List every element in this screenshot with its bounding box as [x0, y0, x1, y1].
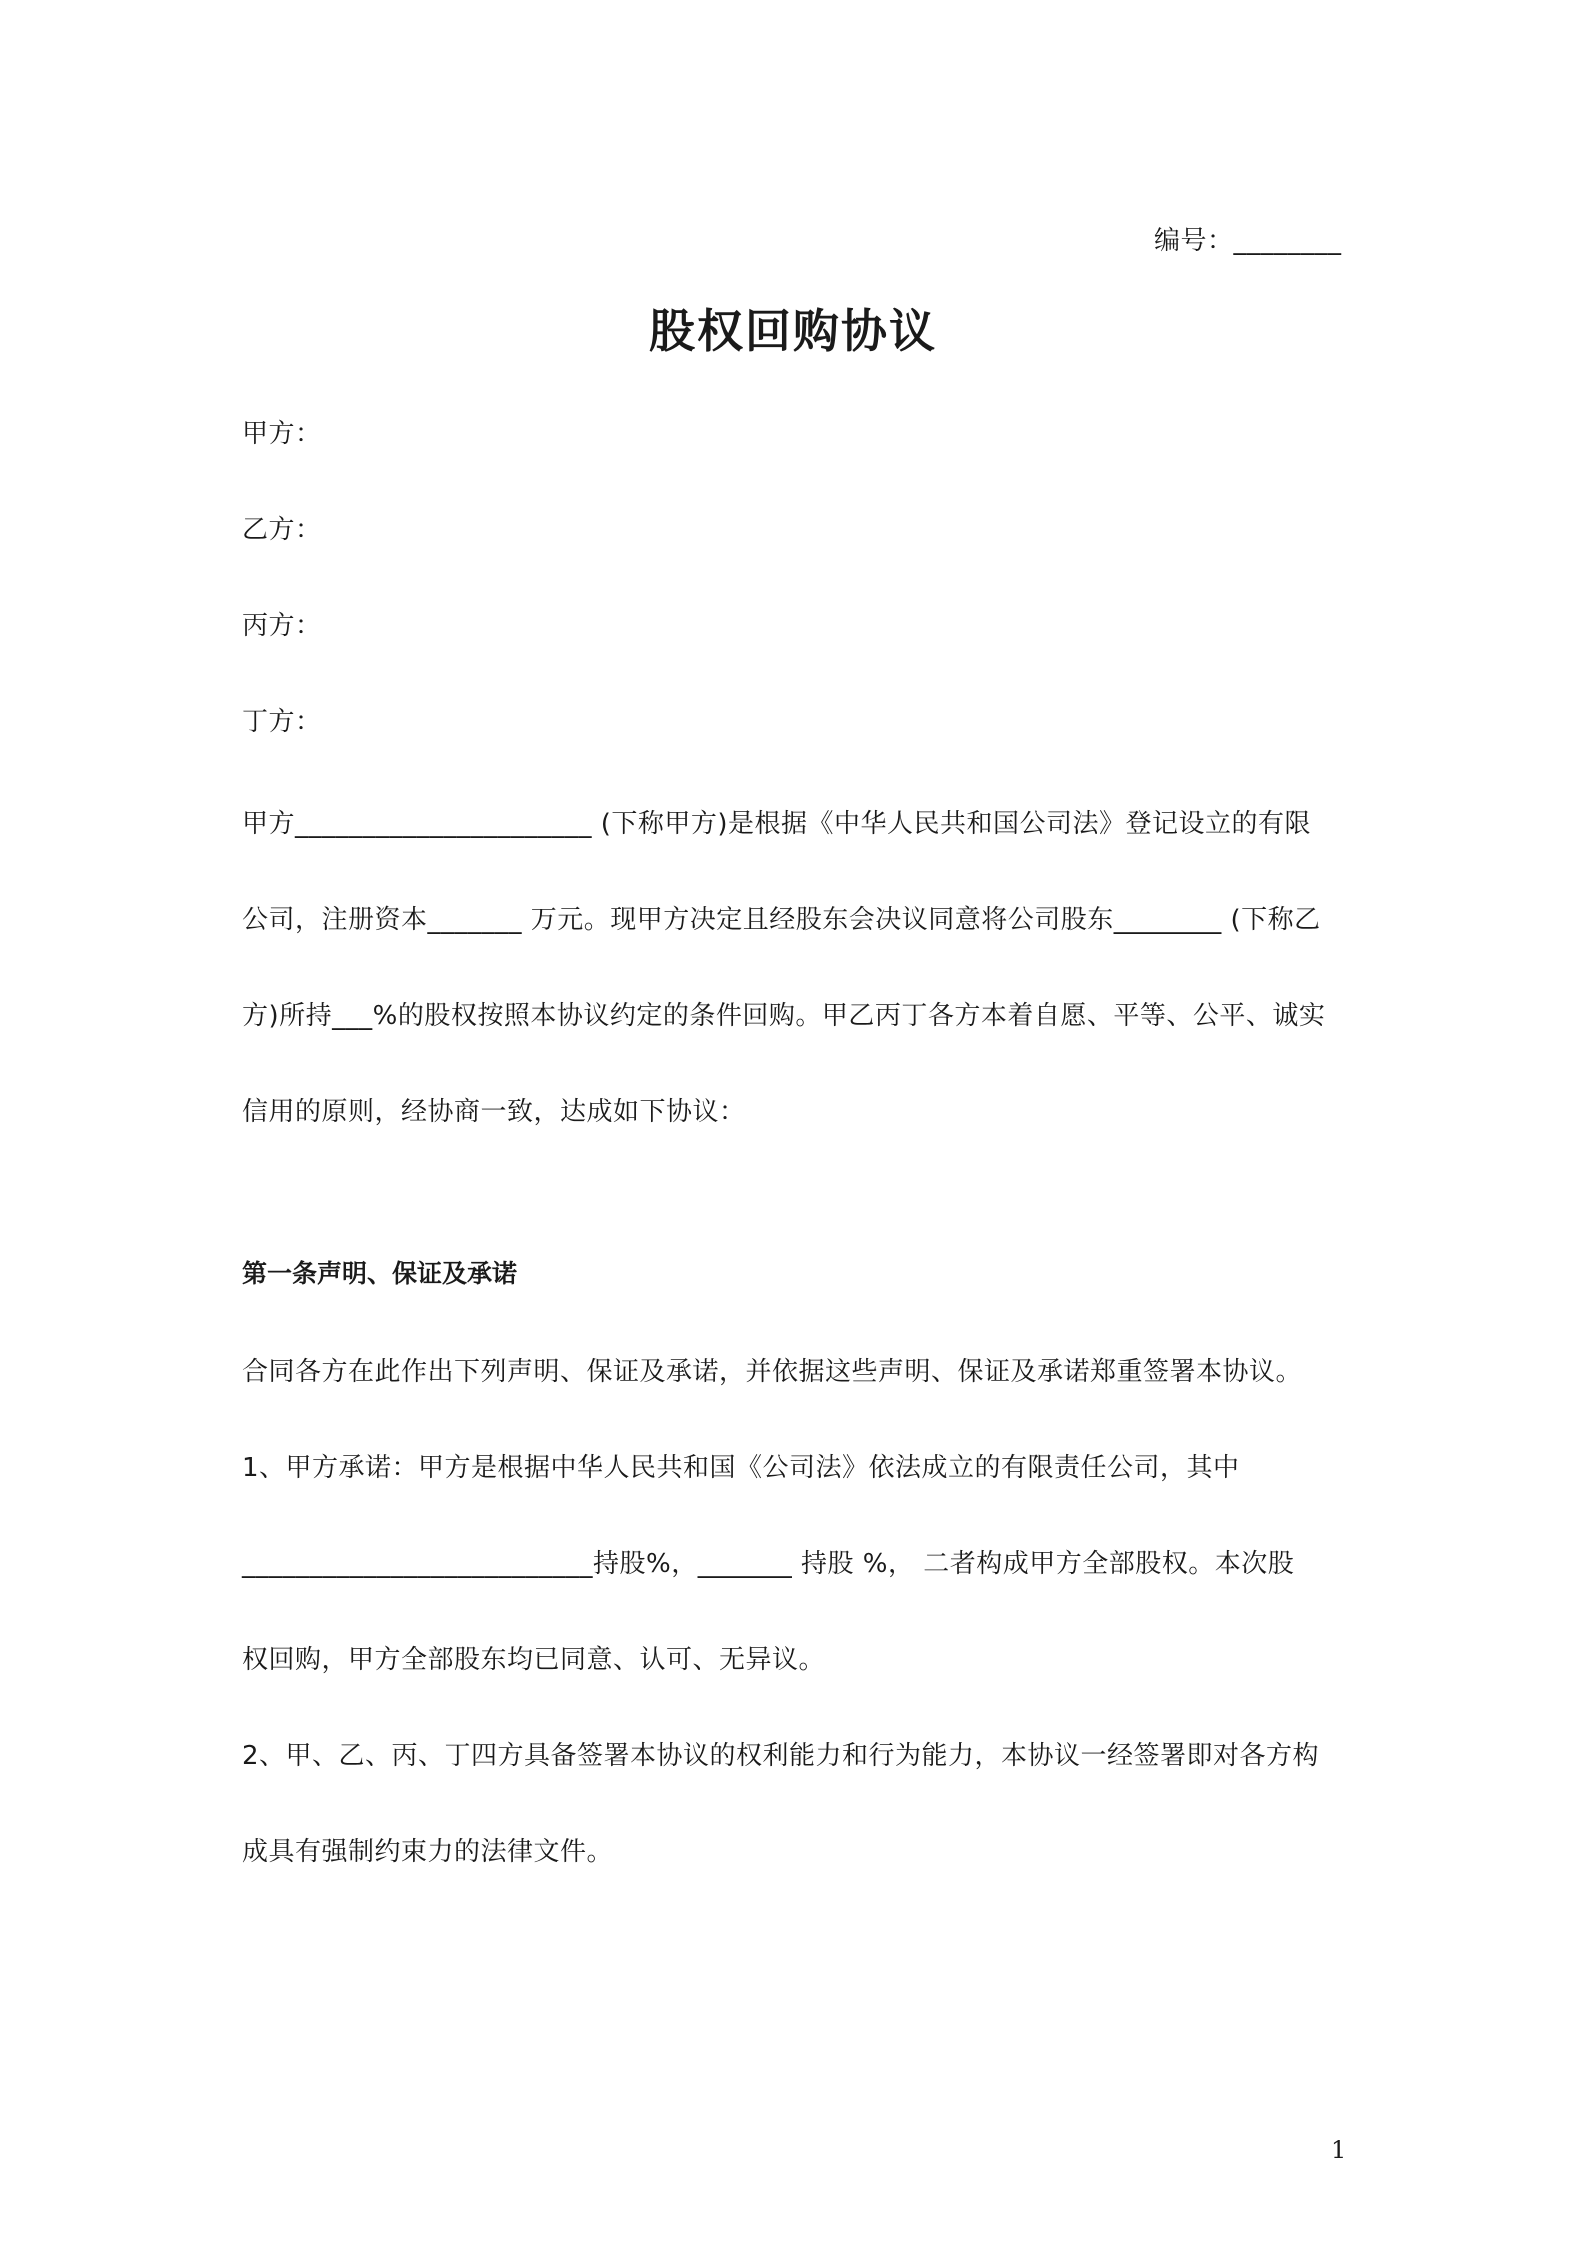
page-number: 1 [1331, 2136, 1347, 2164]
document-number: 编号：________ [1154, 226, 1342, 256]
preamble-line: 甲方______________________ (下称甲方)是根据《中华人民共和国公司法》登记设立的有限 [242, 809, 1312, 839]
preamble-line: 信用的原则，经协商一致，达成如下协议： [242, 1097, 746, 1127]
article-1-line: 成具有强制约束力的法律文件。 [242, 1837, 614, 1867]
preamble-line: 公司，注册资本_______ 万元。现甲方决定且经股东会决议同意将公司股东________ (下称乙 [242, 905, 1321, 935]
article-1-line: 1、甲方承诺：甲方是根据中华人民共和国《公司法》依法成立的有限责任公司，其中 [242, 1453, 1240, 1483]
article-1-line: 2、甲、乙、丙、丁四方具备签署本协议的权利能力和行为能力，本协议一经签署即对各方构 [242, 1741, 1320, 1771]
article-1-line: 合同各方在此作出下列声明、保证及承诺，并依据这些声明、保证及承诺郑重签署本协议。 [242, 1357, 1303, 1387]
article-1-line: __________________________持股%，_______ 持股 %， 二者构成甲方全部股权。本次股 [242, 1549, 1295, 1579]
party-a-label: 甲方： [242, 419, 322, 449]
preamble-line: 方)所持___%的股权按照本协议约定的条件回购。甲乙丙丁各方本着自愿、平等、公平、诚实 [242, 1001, 1326, 1031]
article-1-line: 权回购，甲方全部股东均已同意、认可、无异议。 [242, 1645, 826, 1675]
party-b-label: 乙方： [242, 515, 322, 545]
party-d-label: 丁方： [242, 707, 322, 737]
party-c-label: 丙方： [242, 611, 322, 641]
document-title: 股权回购协议 [649, 304, 937, 358]
article-1-heading: 第一条声明、保证及承诺 [242, 1259, 518, 1288]
